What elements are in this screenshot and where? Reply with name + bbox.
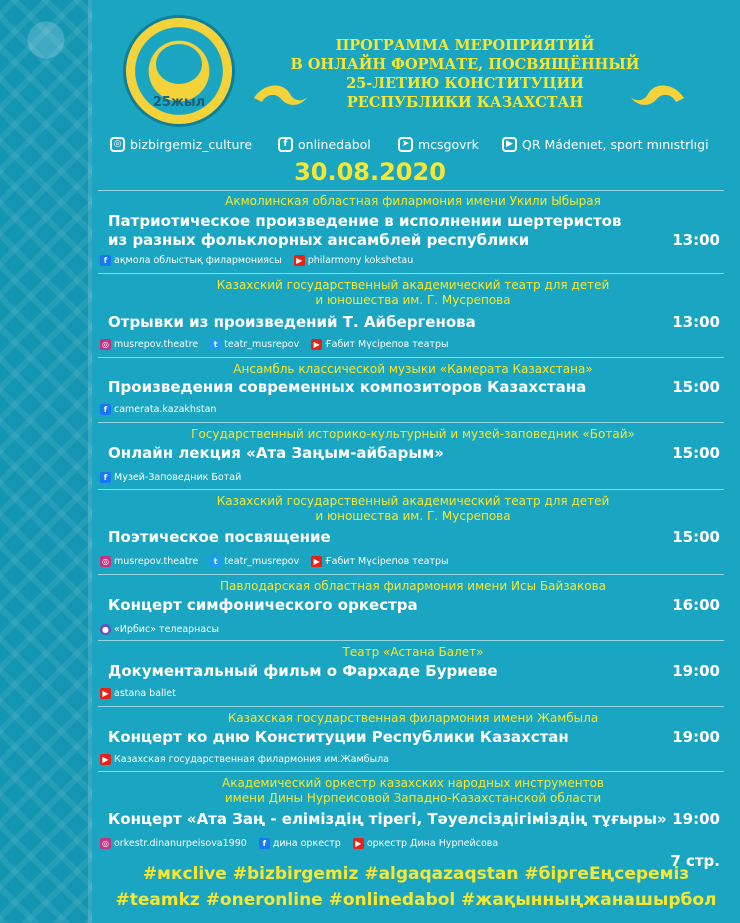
channel-link[interactable] xyxy=(100,339,198,350)
event-title: Документальный фильм о Фархаде Буриеве xyxy=(108,662,498,680)
channel-label: camerata.kazakhstan xyxy=(114,404,217,415)
channel-label: Казахская государственная филармония им.Жамбыла xyxy=(114,754,389,765)
divider xyxy=(98,273,724,274)
divider xyxy=(98,771,724,772)
facebook-icon: f xyxy=(100,404,111,415)
channel-link[interactable] xyxy=(294,255,413,266)
ornament-border xyxy=(0,0,92,923)
channel-link[interactable] xyxy=(311,339,448,350)
event-title: Поэтическое посвящение xyxy=(108,528,331,546)
youtube-icon: ▶ xyxy=(311,556,322,567)
event-channels xyxy=(100,754,401,765)
twitter-icon: t xyxy=(210,556,221,567)
title-line: 25-ЛЕТИЮ КОНСТИТУЦИИ xyxy=(346,75,584,92)
channel-link[interactable] xyxy=(100,472,241,483)
youtube-icon: ▶ xyxy=(502,137,517,152)
social-instagram[interactable] xyxy=(110,134,252,154)
event-time: 13:00 xyxy=(672,313,720,331)
youtube-icon: ▶ xyxy=(100,754,111,765)
youtube-icon: ▶ xyxy=(353,838,364,849)
divider xyxy=(98,422,724,423)
event-time: 15:00 xyxy=(672,378,720,396)
channel-link[interactable] xyxy=(210,339,299,350)
channel-link[interactable] xyxy=(100,404,216,415)
divider xyxy=(98,574,724,575)
channel-link[interactable] xyxy=(311,556,448,567)
event-time: 15:00 xyxy=(672,444,720,462)
event-channels xyxy=(100,404,228,415)
event-organizer: Государственный историко-культурный и музей-заповедник «Ботай» xyxy=(191,427,635,441)
ornament-swirl-left-icon xyxy=(250,80,310,108)
channel-link[interactable] xyxy=(100,255,282,266)
channel-label: orkestr.dinanurpeisova1990 xyxy=(114,838,247,849)
logo-number: 25жыл xyxy=(152,95,206,110)
channel-label: дина оркестр xyxy=(272,838,341,849)
event-organizer: Акмолинская областная филармония имени Укили Ыбырая xyxy=(225,194,601,208)
event-time: 19:00 xyxy=(672,728,720,746)
channel-label: teatr_musrepov xyxy=(224,339,300,350)
title-line: ПРОГРАММА МЕРОПРИЯТИЙ xyxy=(335,37,595,54)
social-label: mcsgovrk xyxy=(418,136,479,152)
social-facebook[interactable] xyxy=(278,134,371,154)
channel-link[interactable] xyxy=(100,556,198,567)
event-title: Концерт «Ата Заң - еліміздің тірегі, Тәуелсіздігіміздің тұғыры» xyxy=(108,810,667,828)
event-time: 15:00 xyxy=(672,528,720,546)
organizer-line: имени Дины Нурпеисовой Западно-Казахстанской области xyxy=(224,791,602,805)
event-title: Отрывки из произведений Т. Айбергенова xyxy=(108,313,476,331)
channel-label: оркестр Дина Нурпейсова xyxy=(366,838,499,849)
instagram-icon: ◎ xyxy=(100,339,111,350)
organizer-line: Казахский государственный академический театр для детей xyxy=(216,494,610,508)
channel-label: philarmony kokshetau xyxy=(307,255,414,266)
instagram-icon: ◎ xyxy=(110,137,125,152)
emblem-icon xyxy=(156,44,202,84)
social-youtube[interactable] xyxy=(502,134,709,154)
channel-link[interactable] xyxy=(100,688,176,699)
social-label: QR Mádenıet, sport mınıstrlıgi xyxy=(522,136,709,152)
facebook-icon: f xyxy=(100,472,111,483)
page-title xyxy=(290,36,640,112)
event-organizer: Ансамбль классической музыки «Камерата Казахстана» xyxy=(233,362,593,376)
social-label: bizbirgemiz_culture xyxy=(130,136,253,152)
event-title-line: Патриотическое произведение в исполнении шертеристов xyxy=(108,212,622,230)
event-channels xyxy=(100,838,510,849)
youtube-icon: ▶ xyxy=(294,255,305,266)
tv-channel-icon: ● xyxy=(100,624,111,635)
event-channels xyxy=(100,472,253,483)
event-organizer: Казахская государственная филармония имени Жамбыла xyxy=(227,711,599,725)
youtube-icon: ▶ xyxy=(311,339,322,350)
channel-link[interactable] xyxy=(210,556,299,567)
twitter-icon: t xyxy=(210,339,221,350)
social-label: onlinedabol xyxy=(298,136,371,152)
event-time: 13:00 xyxy=(672,231,720,249)
event-time: 16:00 xyxy=(672,596,720,614)
organizer-line: Казахский государственный академический театр для детей xyxy=(216,278,610,292)
hashtags-line: #teamkz #oneronline #onlinedabol #жақынныңжанашырбол xyxy=(115,890,717,910)
organizer-line: и юношества им. Г. Мусрепова xyxy=(315,293,511,307)
title-line: В ОНЛАЙН ФОРМАТЕ, ПОСВЯЩЁННЫЙ xyxy=(290,56,640,73)
event-channels xyxy=(100,624,231,635)
channel-label: astana ballet xyxy=(114,688,176,699)
channel-link[interactable] xyxy=(100,624,219,635)
facebook-icon: f xyxy=(100,255,111,266)
channel-label: ақмола облыстық филармониясы xyxy=(114,255,282,266)
channel-label: musrepov.theatre xyxy=(114,556,199,567)
channel-label: Ғабит Мүсірепов театры xyxy=(325,556,449,567)
event-title xyxy=(108,212,621,250)
event-channels xyxy=(100,339,461,350)
event-organizer: Театр «Астана Балет» xyxy=(342,645,484,659)
title-line: РЕСПУБЛИКИ КАЗАХСТАН xyxy=(346,94,584,111)
divider xyxy=(98,357,724,358)
event-channels xyxy=(100,688,188,699)
channel-link[interactable] xyxy=(100,754,389,765)
organizer-line: Академический оркестр казахских народных инструментов xyxy=(221,776,604,790)
divider xyxy=(98,190,724,191)
event-title-line: из разных фольклорных ансамблей республики xyxy=(108,231,530,249)
ornament-swirl-right-icon xyxy=(628,80,688,108)
event-title: Концерт ко дню Конституции Республики Казахстан xyxy=(108,728,569,746)
channel-label: teatr_musrepov xyxy=(224,556,300,567)
telegram-icon: ➤ xyxy=(398,137,413,152)
organizer-line: и юношества им. Г. Мусрепова xyxy=(315,509,511,523)
facebook-icon: f xyxy=(278,137,293,152)
event-organizer xyxy=(100,278,726,308)
event-organizer: Павлодарская областная филармония имени Исы Байзакова xyxy=(219,579,606,593)
event-title: Концерт симфонического оркестра xyxy=(108,596,418,614)
facebook-icon: f xyxy=(259,838,270,849)
channel-label: musrepov.theatre xyxy=(114,339,199,350)
event-organizer xyxy=(100,494,726,524)
divider xyxy=(98,489,724,490)
divider xyxy=(98,640,724,641)
channel-label: Музей-Заповедник Ботай xyxy=(114,472,242,483)
channel-link[interactable] xyxy=(259,838,341,849)
channel-link[interactable] xyxy=(100,838,247,849)
event-channels xyxy=(100,255,425,266)
event-time: 19:00 xyxy=(672,662,720,680)
event-time: 19:00 xyxy=(672,810,720,828)
channel-label: «Ирбис» телеарнасы xyxy=(114,624,219,635)
instagram-icon: ◎ xyxy=(100,556,111,567)
event-title: Произведения современных композиторов Казахстана xyxy=(108,378,587,396)
page-number: 7 стр. xyxy=(670,852,720,870)
hashtags-line: #мкclive #bizbirgemiz #algaqazaqstan #бірге​Еңсереміз xyxy=(142,864,690,884)
event-channels xyxy=(100,556,461,567)
constitution-logo xyxy=(126,18,232,124)
divider xyxy=(98,706,724,707)
youtube-icon: ▶ xyxy=(100,688,111,699)
channel-link[interactable] xyxy=(353,838,498,849)
channel-label: Ғабит Мүсірепов театры xyxy=(325,339,449,350)
social-telegram[interactable] xyxy=(398,134,479,154)
event-organizer xyxy=(100,776,726,806)
instagram-icon: ◎ xyxy=(100,838,111,849)
event-title: Онлайн лекция «Ата Заңым-айбарым» xyxy=(108,444,444,462)
event-date: 30.08.2020 xyxy=(294,158,446,186)
